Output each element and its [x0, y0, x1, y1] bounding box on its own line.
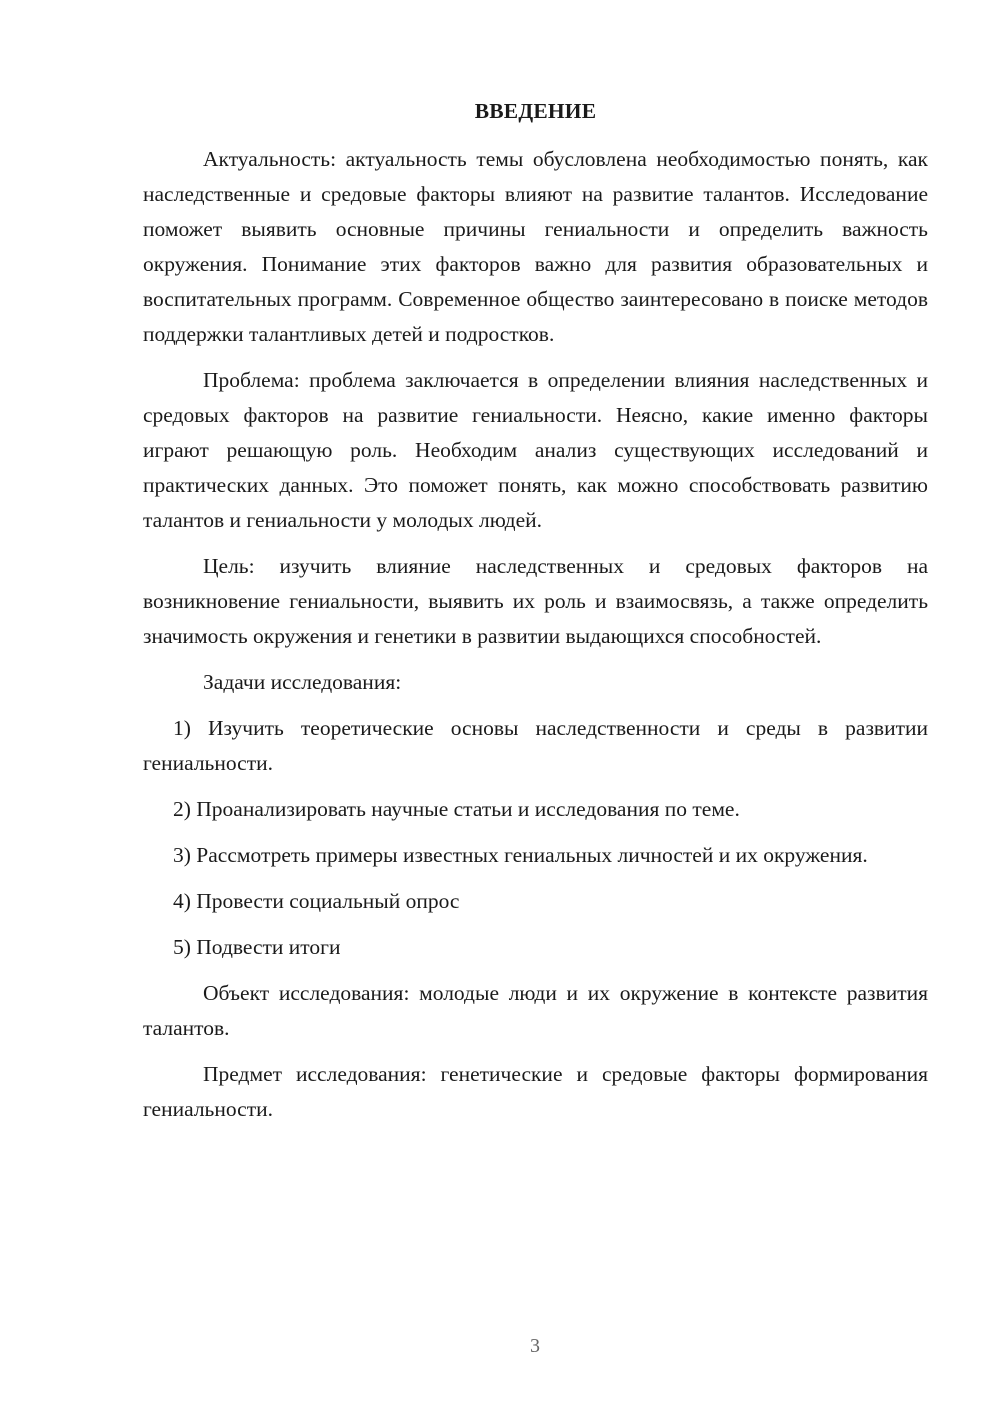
task-item-5: 5) Подвести итоги: [173, 935, 341, 959]
paragraph-goal: Цель: изучить влияние наследственных и средовых факторов на возникновение гениальности, выявить их роль и взаимосвязь, а также определить значимость окружения и генетики в развитии выдающихся способностей.: [143, 554, 928, 648]
task-item-3: 3) Рассмотреть примеры известных гениальных личностей и их окружения.: [173, 843, 868, 867]
paragraph-object: Объект исследования: молодые люди и их окружение в контексте развития талантов.: [143, 981, 928, 1040]
document-page: [143, 96, 928, 1138]
paragraph-relevance: Актуальность: актуальность темы обусловлена необходимостью понять, как наследственные и средовые факторы влияют на развитие талантов. Исследование поможет выявить основные причины гениальности и определить важность окружения. Понимание этих факторов важно для развития образовательных и воспитательных программ. Современное общество заинтересовано в поиске методов поддержки талантливых детей и подростков.: [143, 147, 928, 346]
task-item-2: 2) Проанализировать научные статьи и исследования по теме.: [173, 797, 740, 821]
paragraph-problem: Проблема: проблема заключается в определении влияния наследственных и средовых факторов на развитие гениальности. Неясно, какие именно факторы играют решающую роль. Необходим анализ существующих исследований и практических данных. Это поможет понять, как можно способствовать развитию талантов и гениальности у молодых людей.: [143, 368, 928, 532]
page-title: ВВЕДЕНИЕ: [474, 99, 597, 123]
tasks-heading: Задачи исследования:: [203, 670, 402, 694]
task-item-4: 4) Провести социальный опрос: [173, 889, 460, 913]
paragraph-subject: Предмет исследования: генетические и средовые факторы формирования гениальности.: [143, 1062, 928, 1121]
page-number: 3: [530, 1335, 540, 1357]
task-item-1: 1) Изучить теоретические основы наследственности и среды в развитии гениальности.: [143, 716, 928, 775]
